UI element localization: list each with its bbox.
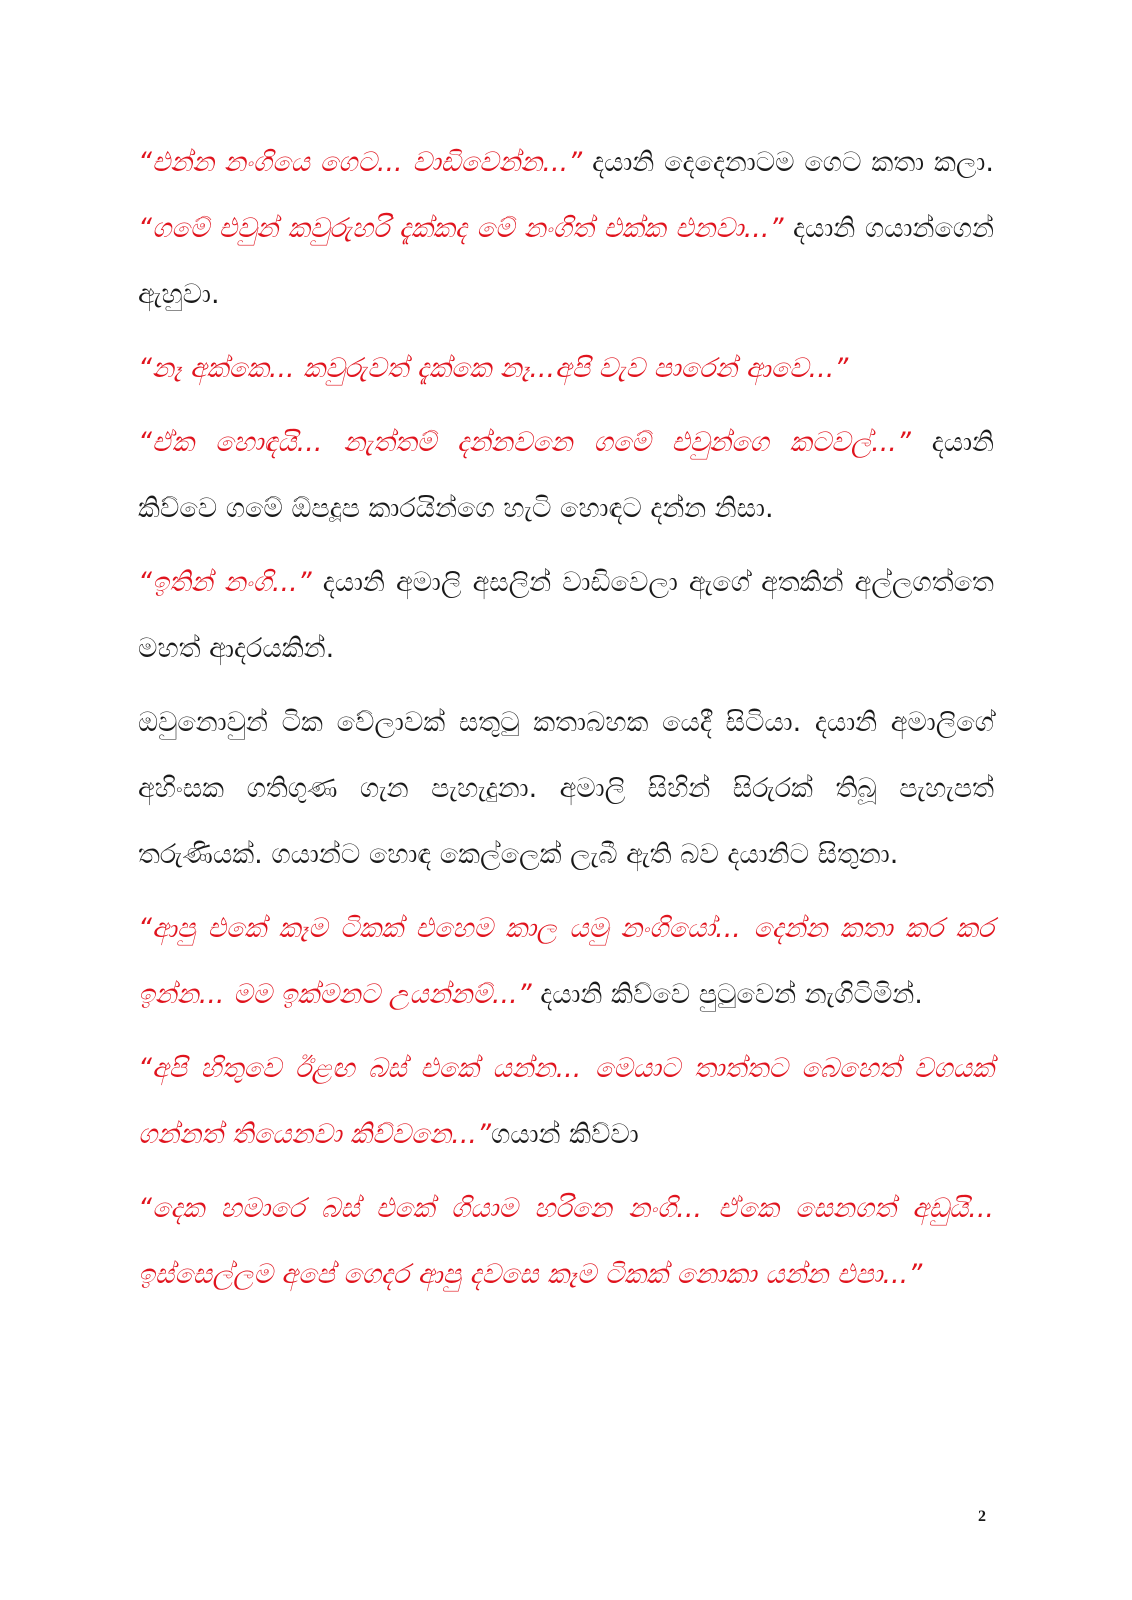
- paragraph-2: [138, 336, 994, 402]
- narration-text: දයානි දෙදෙනාටම ගෙට කතා කලා.: [582, 147, 994, 178]
- narration-text: දයානි අමාලි අසලින් වාඩිවෙලා ඇගේ අතකින් අල්ලගත්තෙ මහත් ආදරයකින්.: [138, 567, 994, 664]
- paragraph-3: [138, 410, 994, 542]
- document-page: [138, 130, 994, 1316]
- narration-text: දයානි ගයාන්ගෙන් ඇහුවා.: [138, 213, 995, 310]
- paragraph-7: [138, 1036, 994, 1168]
- paragraph-4: [138, 550, 994, 682]
- narration-text: දයානි කිව්වෙ පුටුවෙන් නැගිටිමින්.: [531, 979, 923, 1010]
- narration-text: ඔවුනොවුන් ටික වේලාවක් සතුටු කතාබහක යෙදී සිටියා. දයානි අමාලිගේ අහිංසක ගතිගුණ ගැන පැහැදුනා. අමාලි සිහින් සිරුරක් තිබූ පැහැපත් තරුණියක්. ගයාන්ට හොඳ කෙල්ලෙක් ලැබී ඇති බව දයානිට සිතුනා.: [138, 707, 994, 870]
- dialogue-quote: “ආපු එකේ කෑම ටිකක් එහෙම කාල යමු නංගියෝ... දෙන්න කතා කර කර ඉන්න... මම ඉක්මනට උයන්නම්...”: [138, 913, 994, 1010]
- paragraph-6: [138, 896, 994, 1028]
- dialogue-quote: “ගමේ එවුන් කවුරුහරි දැක්කද මේ නංගිත් එක්ක එනවා...”: [138, 213, 784, 244]
- page-number: 2: [978, 1508, 986, 1525]
- narration-text: ගයාන් කිව්වා: [490, 1119, 639, 1150]
- paragraph-5: [138, 690, 994, 888]
- dialogue-quote: “දෙක හමාරෙ බස් එකේ ගියාම හරිනෙ නංගි... ඒකෙ සෙනගත් අඩුයි... ඉස්සෙල්ලම අපේ ගෙදර ආපු දවසෙ කෑම ටිකක් නොකා යන්න එපා...”: [138, 1193, 994, 1290]
- dialogue-quote: “ඒක හොඳයි... නැත්තම් දන්නවනෙ ගමේ එවුන්ගෙ කටවල්...”: [138, 427, 911, 458]
- dialogue-quote: “ඉතින් නංගි...”: [138, 567, 312, 598]
- dialogue-quote: “අපි හිතුවෙ ඊළඟ බස් එකේ යන්න... මෙයාට තාත්තට බෙහෙත් වගයක් ගන්නත් තියෙනවා කිව්වනෙ...”: [138, 1053, 994, 1150]
- paragraph-1: [138, 130, 994, 328]
- narration-text: දයානි කිව්වෙ ගමේ ඕපදූප කාරයින්ගෙ හැටි හොඳට දන්න නිසා.: [138, 427, 994, 524]
- paragraph-8: [138, 1176, 994, 1308]
- dialogue-quote: “නෑ අක්කෙ... කවුරුවත් දැක්කෙ නෑ...අපි වැව පාරෙන් ආවෙ...”: [138, 353, 849, 384]
- dialogue-quote: “එන්න නංගියෙ ගෙට... වාඩිවෙන්න...”: [138, 147, 583, 178]
